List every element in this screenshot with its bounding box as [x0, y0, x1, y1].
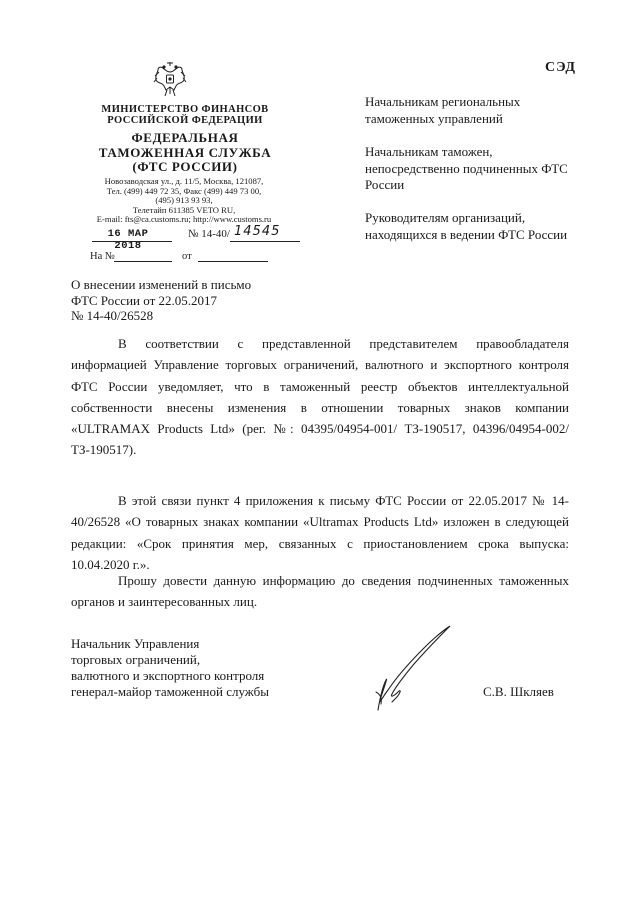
ministry-line: МИНИСТЕРСТВО ФИНАНСОВ [101, 104, 269, 115]
signer-position [71, 636, 311, 700]
recipient-regional: Начальникам региональных таможенных управлений [365, 94, 521, 126]
subject [71, 277, 331, 324]
number-label: № 14-40/ [188, 228, 230, 240]
number-underline [230, 241, 300, 242]
address-line: (495) 913 93 93, [155, 195, 213, 206]
service-line: (ФТС РОССИИ) [132, 159, 238, 174]
double-headed-eagle-emblem-icon [152, 60, 188, 102]
address-line: Тел. (499) 449 72 35, Факс (499) 449 73 00, [106, 185, 262, 196]
signer-name: С.В. Шкляев [483, 684, 554, 699]
date-underline [92, 241, 172, 242]
ministry-name [95, 104, 275, 126]
ot-underline [198, 261, 268, 262]
address-line: Новозаводская ул., д. 11/5, Москва, 121087, [104, 176, 264, 186]
body-paragraph [71, 490, 569, 575]
service-line: ТАМОЖЕННАЯ СЛУЖБА [98, 144, 272, 160]
paragraph-text: В этой связи пункт 4 приложения к письму ФТС России от 22.05.2017 № 14-40/26528 «О товарных знаках компании «Ultramax Products Ltd» изложен в следующей редакции: «Срок принятия мер, связанных с приостановлением срока выпуска: 10.04.2020 г.». [71, 493, 569, 572]
na-label: На № [90, 251, 115, 262]
service-line: ФЕДЕРАЛЬНАЯ [131, 130, 239, 145]
position-line: генерал-майор таможенной службы [71, 684, 269, 699]
position-line: валютного и экспортного контроля [71, 668, 265, 683]
date-stamp: 16 МАР 2018 [107, 228, 149, 252]
body-paragraph [71, 333, 569, 461]
subject-line: О внесении изменений в письмо [71, 277, 252, 292]
subject-line: ФТС России от 22.05.2017 [71, 292, 218, 308]
position-line: Начальник Управления [71, 636, 200, 651]
paragraph-text: В соответствии с представленной представителем правообладателя информацией Управление торговых ограничений, валютного и экспортного контроля ФТС России уведомляет, что в таможенный реестр объектов интеллектуальной собственности внесены изменения в отношении товарных знаков компании «ULTRAMAX Products Ltd» (рег. №: 04395/04954-001/ ТЗ-190517, 04396/04954-002/ТЗ-190517). [71, 336, 569, 458]
registration-row [92, 224, 292, 252]
address-block [78, 177, 290, 225]
handwritten-signature [366, 618, 466, 718]
recipient-organizations: Руководителям организаций, находящихся в ведении ФТС России [365, 210, 568, 242]
recipient-customs: Начальникам таможен, непосредственно подчиненных ФТС России [365, 144, 568, 192]
handwritten-number: 14545 [234, 224, 281, 239]
address-line: E-mail: fts@ca.customs.ru; http://www.customs.ru [96, 214, 272, 225]
na-underline [114, 261, 172, 262]
service-name [95, 131, 275, 175]
paragraph-text: Прошу довести данную информацию до сведения подчиненных таможенных органов и заинтересованных лиц. [71, 573, 569, 610]
subject-line: № 14-40/26528 [71, 308, 154, 323]
address-line: Телетайп 611385 VETO RU, [132, 204, 236, 215]
reference-row [90, 251, 192, 262]
ministry-line: РОССИЙСКОЙ ФЕДЕРАЦИИ [107, 115, 263, 126]
position-line: торговых ограничений, [71, 652, 201, 667]
sed-stamp: СЭД [545, 60, 577, 75]
body-paragraph [71, 570, 569, 613]
ot-label: от [182, 251, 192, 262]
